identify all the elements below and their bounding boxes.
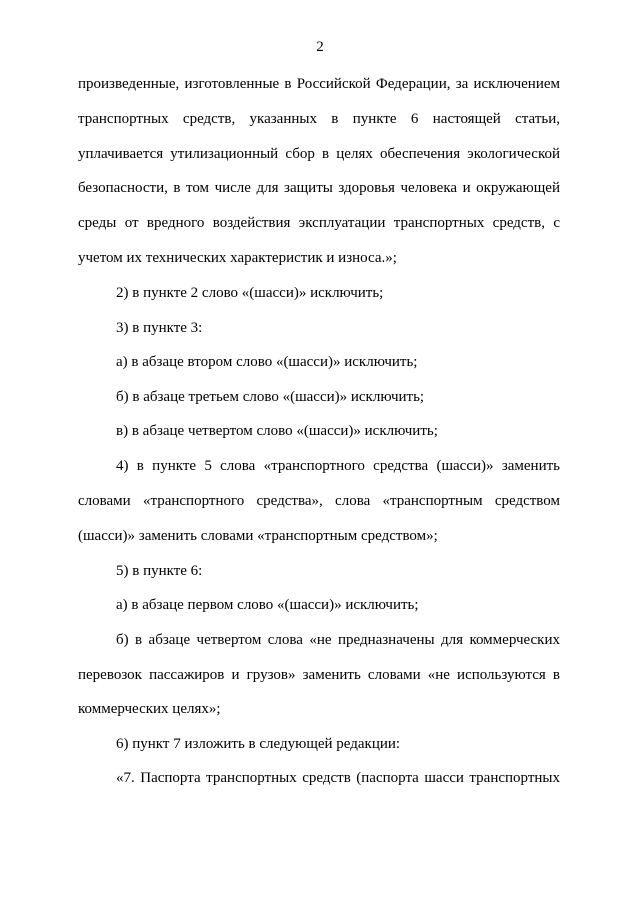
page-number: 2: [316, 39, 324, 55]
text-line-4: безопасности, в том числе для защиты здоровья человека и окружающей: [78, 180, 560, 196]
text-line-9: а) в абзаце втором слово «(шасси)» исключить;: [116, 354, 418, 370]
text-line-2: транспортных средств, указанных в пункте 6 настоящей статьи,: [78, 111, 560, 127]
text-line-1: произведенные, изготовленные в Российской Федерации, за исключением: [78, 76, 560, 92]
text-line-21: «7. Паспорта транспортных средств (паспорта шасси транспортных: [116, 770, 560, 786]
text-line-18: перевозок пассажиров и грузов» заменить словами «не используются в: [78, 667, 560, 683]
text-line-17: б) в абзаце четвертом слова «не предназначены для коммерческих: [116, 632, 560, 648]
text-line-13: словами «транспортного средства», слова «транспортным средством: [78, 493, 560, 509]
text-line-14: (шасси)» заменить словами «транспортным средством»;: [78, 528, 438, 544]
text-line-3: уплачивается утилизационный сбор в целях обеспечения экологической: [78, 146, 560, 162]
text-line-5: среды от вредного воздействия эксплуатации транспортных средств, с: [78, 215, 560, 231]
text-line-12: 4) в пункте 5 слова «транспортного средства (шасси)» заменить: [116, 458, 560, 474]
text-line-7: 2) в пункте 2 слово «(шасси)» исключить;: [116, 285, 384, 301]
text-line-16: а) в абзаце первом слово «(шасси)» исключить;: [116, 597, 419, 613]
text-line-6: учетом их технических характеристик и износа.»;: [78, 250, 397, 266]
text-line-20: 6) пункт 7 изложить в следующей редакции:: [116, 736, 401, 752]
text-line-11: в) в абзаце четвертом слово «(шасси)» исключить;: [116, 423, 438, 439]
text-line-19: коммерческих целях»;: [78, 701, 221, 717]
text-line-15: 5) в пункте 6:: [116, 563, 203, 579]
text-line-8: 3) в пункте 3:: [116, 320, 203, 336]
text-line-10: б) в абзаце третьем слово «(шасси)» исключить;: [116, 389, 425, 405]
